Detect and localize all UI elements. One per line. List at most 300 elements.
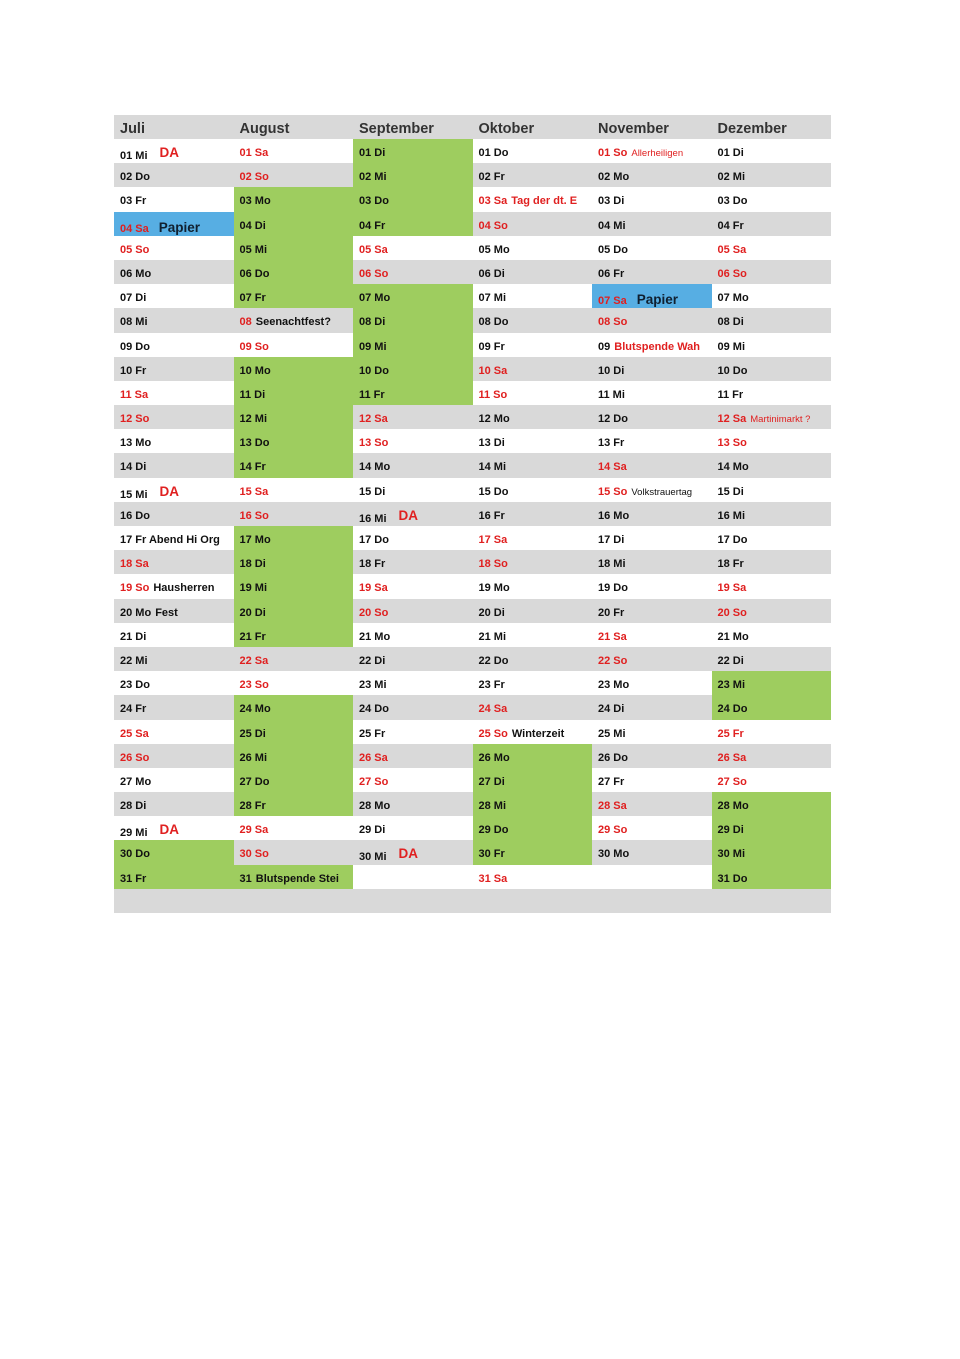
day-cell-august [234, 671, 354, 695]
day-label: 29 Mi [120, 827, 148, 840]
day-cell-dezember [712, 768, 832, 792]
day-label: 25 Fr [359, 727, 386, 740]
event-label: Seenachtfest? [255, 316, 331, 329]
day-cell-september [353, 623, 473, 647]
day-cell-oktober [473, 768, 593, 792]
day-label: 05 Mi [239, 243, 268, 256]
day-cell-juli [114, 768, 234, 792]
day-cell-september [353, 865, 473, 889]
day-label: 25 Sa [120, 727, 149, 740]
day-label: 10 Sa [478, 364, 508, 377]
day-cell-september [353, 574, 473, 598]
day-cell-oktober [473, 212, 593, 236]
day-cell-november [592, 623, 712, 647]
day-cell-september [353, 840, 473, 864]
day-cell-august [234, 526, 354, 550]
day-label: 01 So [598, 147, 628, 159]
day-label: 16 So [239, 509, 269, 522]
day-label: 25 So [478, 727, 508, 740]
day-label: 29 Sa [239, 824, 269, 837]
month-header-oktober: Oktober [478, 121, 535, 137]
day-label: 22 So [598, 654, 628, 667]
day-cell-november [592, 478, 712, 502]
day-label: 15 Mi [120, 488, 148, 501]
day-label: 23 Mi [717, 679, 746, 692]
day-cell-november [592, 526, 712, 550]
day-cell-september [353, 260, 473, 284]
day-cell-juli [114, 599, 234, 623]
day-label: 11 So [478, 388, 508, 401]
day-label: 09 Mi [717, 340, 746, 353]
day-cell-oktober [473, 599, 593, 623]
day-label: 16 Mi [717, 509, 746, 522]
day-cell-oktober [473, 381, 593, 405]
day-label: 30 Fr [478, 848, 505, 861]
day-label: 18 Di [239, 558, 266, 571]
day-label: 02 Mo [598, 171, 630, 184]
day-cell-dezember [712, 816, 832, 840]
day-label: 07 Fr [239, 292, 266, 305]
day-cell-september [353, 502, 473, 526]
day-cell-dezember [712, 284, 832, 308]
day-label: 10 Do [359, 364, 389, 377]
day-cell-oktober [473, 453, 593, 477]
calendar-row [114, 502, 831, 526]
day-cell-oktober [473, 744, 593, 768]
day-cell-september [353, 671, 473, 695]
day-cell-august [234, 647, 354, 671]
day-cell-juli [114, 357, 234, 381]
day-label: 24 Do [359, 703, 389, 716]
day-cell-august [234, 405, 354, 429]
day-cell-august [234, 816, 354, 840]
day-label: 04 So [478, 219, 508, 232]
day-cell-september [353, 333, 473, 357]
day-cell-juli [114, 139, 234, 163]
event-label: Papier [158, 219, 201, 235]
day-cell-dezember [712, 599, 832, 623]
day-cell-august [234, 139, 354, 163]
day-label: 22 Sa [239, 654, 269, 667]
calendar-row [114, 429, 831, 453]
calendar-row [114, 187, 831, 211]
day-label: 23 So [239, 679, 269, 692]
day-label: 02 Mi [359, 171, 387, 184]
day-label: 26 Do [598, 751, 628, 764]
day-cell-november [592, 212, 712, 236]
day-label: 02 Fr [478, 171, 505, 184]
day-cell-september [353, 720, 473, 744]
day-cell-november [592, 308, 712, 332]
day-cell-dezember [712, 502, 832, 526]
month-header-september: September [359, 121, 434, 137]
day-label: 28 Di [120, 800, 147, 813]
day-cell-juli [114, 744, 234, 768]
day-label: 08 [239, 316, 252, 329]
day-cell-dezember [712, 187, 832, 211]
calendar-row [114, 744, 831, 768]
day-cell-juli [114, 865, 234, 889]
day-label: 18 Fr [359, 558, 386, 571]
day-label: 17 Di [598, 534, 625, 546]
day-cell-juli [114, 453, 234, 477]
event-label: Winterzeit [511, 727, 565, 740]
day-label: 12 Mo [478, 413, 510, 426]
day-label: 09 So [239, 340, 269, 353]
day-cell-dezember [712, 574, 832, 598]
day-cell-september [353, 429, 473, 453]
day-cell-dezember [712, 744, 832, 768]
day-cell-juli [114, 284, 234, 308]
day-label: 08 Do [478, 316, 509, 329]
day-label: 29 So [598, 824, 628, 837]
day-label: 10 Mo [239, 364, 271, 377]
day-cell-oktober [473, 623, 593, 647]
day-label: 28 Mo [359, 800, 391, 813]
day-label: 08 Di [717, 316, 744, 329]
day-cell-september [353, 163, 473, 187]
day-cell-juli [114, 502, 234, 526]
day-cell-august [234, 308, 354, 332]
day-label: 15 Di [717, 485, 744, 498]
day-cell-november [592, 333, 712, 357]
day-cell-dezember [712, 139, 832, 163]
day-cell-august [234, 284, 354, 308]
day-label: 28 Mi [478, 800, 507, 813]
day-label: 22 Di [717, 654, 744, 667]
day-label: 06 Do [239, 267, 270, 280]
day-cell-august [234, 840, 354, 864]
day-cell-dezember [712, 236, 832, 260]
day-label: 10 Di [598, 364, 625, 377]
footer-cell [234, 889, 354, 913]
day-cell-september [353, 284, 473, 308]
day-label: 22 Do [478, 654, 509, 667]
day-cell-november [592, 792, 712, 816]
day-cell-juli [114, 647, 234, 671]
day-label: 12 Do [598, 413, 628, 426]
day-label: 30 Mo [598, 848, 630, 861]
day-cell-dezember [712, 453, 832, 477]
calendar-row [114, 720, 831, 744]
day-cell-dezember [712, 405, 832, 429]
day-cell-november [592, 671, 712, 695]
day-cell-dezember [712, 840, 832, 864]
day-label: 27 Do [239, 775, 270, 788]
day-label: 06 Fr [598, 267, 625, 280]
da-marker: DA [159, 145, 180, 160]
day-cell-november [592, 405, 712, 429]
calendar-row [114, 865, 831, 889]
day-cell-dezember [712, 623, 832, 647]
calendar-row [114, 550, 831, 574]
day-label: 19 Mi [239, 582, 268, 595]
day-label: 04 Mi [598, 219, 626, 232]
day-label: 17 Do [717, 534, 748, 546]
da-marker: DA [398, 846, 419, 862]
day-cell-november [592, 695, 712, 719]
day-cell-oktober [473, 163, 593, 187]
day-label: 13 So [359, 437, 389, 450]
month-header-row [114, 115, 831, 139]
day-label: 01 Mi [120, 150, 148, 162]
day-cell-august [234, 599, 354, 623]
day-cell-august [234, 720, 354, 744]
day-cell-august [234, 865, 354, 889]
day-cell-juli [114, 623, 234, 647]
day-cell-dezember [712, 429, 832, 453]
day-cell-dezember [712, 647, 832, 671]
day-cell-oktober [473, 647, 593, 671]
day-label: 19 Mo [478, 582, 510, 595]
day-cell-august [234, 744, 354, 768]
day-label: 28 Mo [717, 800, 749, 813]
day-label: 31 Sa [478, 872, 508, 885]
day-cell-august [234, 502, 354, 526]
day-cell-september [353, 599, 473, 623]
day-label: 25 Mi [598, 727, 626, 740]
day-label: 03 Sa [478, 195, 508, 208]
day-label: 23 Mi [359, 679, 387, 692]
day-cell-august [234, 357, 354, 381]
day-label: 28 Fr [239, 800, 266, 813]
day-label: 31 Fr [120, 872, 147, 885]
day-cell-oktober [473, 671, 593, 695]
day-cell-september [353, 357, 473, 381]
day-cell-dezember [712, 308, 832, 332]
day-cell-oktober [473, 139, 593, 163]
day-label: 29 Di [717, 824, 744, 837]
day-label: 22 Mi [120, 654, 148, 667]
calendar-row [114, 647, 831, 671]
day-cell-dezember [712, 333, 832, 357]
calendar-row [114, 768, 831, 792]
calendar-row [114, 163, 831, 187]
day-label: 19 Do [598, 582, 628, 595]
day-label: 21 Mi [478, 630, 507, 643]
calendar-body [114, 139, 831, 889]
day-label: 25 Fr [717, 727, 744, 740]
day-label: 24 Mo [239, 703, 271, 716]
day-cell-november [592, 865, 712, 889]
day-label: 23 Mo [598, 679, 630, 692]
day-cell-oktober [473, 429, 593, 453]
calendar-row [114, 695, 831, 719]
day-cell-september [353, 308, 473, 332]
day-cell-november [592, 284, 712, 308]
day-cell-november [592, 816, 712, 840]
day-label: 25 Di [239, 727, 266, 740]
day-cell-november [592, 429, 712, 453]
month-header-juli: Juli [120, 121, 145, 137]
day-label: 07 Mo [359, 292, 391, 305]
day-label: 16 Mi [359, 512, 387, 525]
day-cell-november [592, 139, 712, 163]
da-marker: DA [398, 507, 419, 523]
event-label: Hausherren [153, 582, 215, 595]
day-cell-dezember [712, 792, 832, 816]
day-label: 06 Mo [120, 267, 152, 280]
day-cell-dezember [712, 671, 832, 695]
day-label: 05 Do [598, 243, 628, 256]
event-label: Blutspende Stei [255, 872, 339, 885]
day-label: 17 Fr Abend Hi Org [120, 534, 220, 546]
day-label: 11 Mi [598, 388, 625, 401]
calendar-row [114, 623, 831, 647]
day-label: 15 Do [478, 485, 509, 498]
day-cell-dezember [712, 865, 832, 889]
footer-cell [712, 889, 832, 913]
footer-cell [353, 889, 473, 913]
day-cell-dezember [712, 478, 832, 502]
day-cell-august [234, 453, 354, 477]
day-label: 12 Sa [359, 413, 388, 426]
day-label: 09 Do [120, 340, 150, 353]
calendar-row [114, 308, 831, 332]
day-label: 16 Mo [598, 509, 630, 522]
calendar-row [114, 574, 831, 598]
day-label: 30 Do [120, 848, 150, 861]
calendar-row [114, 671, 831, 695]
day-label: 30 Mi [359, 851, 387, 864]
day-label: 27 Di [478, 775, 505, 788]
calendar-row [114, 284, 831, 308]
day-cell-november [592, 550, 712, 574]
day-cell-august [234, 695, 354, 719]
day-cell-august [234, 429, 354, 453]
day-label: 21 Sa [598, 630, 627, 643]
day-cell-september [353, 695, 473, 719]
day-label: 20 So [359, 606, 389, 619]
day-cell-november [592, 502, 712, 526]
day-cell-august [234, 187, 354, 211]
day-cell-oktober [473, 357, 593, 381]
day-cell-oktober [473, 695, 593, 719]
day-cell-juli [114, 163, 234, 187]
day-cell-august [234, 260, 354, 284]
day-label: 11 Sa [120, 388, 149, 401]
day-cell-juli [114, 212, 234, 236]
day-label: 02 Do [120, 171, 150, 184]
calendar-row [114, 840, 831, 864]
day-label: 13 Di [478, 437, 505, 450]
day-label: 21 Mo [359, 630, 391, 643]
day-label: 14 Mo [359, 461, 391, 474]
month-header-november: November [598, 121, 669, 137]
da-marker: DA [159, 483, 180, 499]
day-cell-november [592, 236, 712, 260]
day-cell-juli [114, 526, 234, 550]
day-cell-juli [114, 308, 234, 332]
calendar-row [114, 212, 831, 236]
day-label: 19 Sa [717, 582, 747, 595]
day-label: 18 Fr [717, 558, 744, 571]
day-cell-september [353, 550, 473, 574]
footer-cell [592, 889, 712, 913]
day-cell-september [353, 526, 473, 550]
day-label: 27 Mo [120, 775, 152, 788]
day-label: 11 Di [239, 388, 266, 401]
day-label: 20 Fr [598, 606, 625, 619]
day-label: 03 Do [359, 195, 389, 208]
day-label: 23 Fr [478, 679, 505, 692]
day-cell-september [353, 768, 473, 792]
day-label: 08 So [598, 316, 628, 329]
day-cell-august [234, 236, 354, 260]
day-label: 24 Fr [120, 703, 147, 716]
day-label: 19 So [120, 582, 150, 595]
event-label: Martinimarkt ? [750, 414, 811, 426]
day-label: 02 So [239, 171, 269, 184]
day-cell-dezember [712, 550, 832, 574]
day-cell-dezember [712, 381, 832, 405]
day-label: 01 Do [478, 147, 509, 159]
day-cell-august [234, 381, 354, 405]
day-label: 17 Mo [239, 534, 271, 546]
day-cell-september [353, 453, 473, 477]
day-label: 01 Sa [239, 147, 269, 159]
day-cell-august [234, 792, 354, 816]
day-label: 06 So [717, 267, 747, 280]
day-label: 20 Mo [120, 606, 152, 619]
day-label: 17 Sa [478, 534, 508, 546]
calendar-row [114, 236, 831, 260]
day-cell-juli [114, 550, 234, 574]
calendar-footer-row [114, 889, 831, 913]
day-label: 15 So [598, 485, 628, 498]
day-cell-november [592, 647, 712, 671]
day-label: 15 Sa [239, 485, 269, 498]
day-label: 30 Mi [717, 848, 746, 861]
day-cell-dezember [712, 260, 832, 284]
day-label: 05 Mo [478, 243, 510, 256]
day-label: 01 Di [717, 147, 744, 159]
day-cell-september [353, 816, 473, 840]
day-label: 26 Mi [239, 751, 268, 764]
day-label: 07 Mi [478, 292, 507, 305]
day-cell-dezember [712, 163, 832, 187]
day-cell-juli [114, 792, 234, 816]
event-label: Allerheiligen [631, 148, 684, 159]
day-cell-august [234, 550, 354, 574]
day-cell-november [592, 163, 712, 187]
day-label: 13 Do [239, 437, 270, 450]
day-cell-juli [114, 816, 234, 840]
day-label: 16 Do [120, 509, 150, 522]
day-cell-juli [114, 574, 234, 598]
day-label: 23 Do [120, 679, 150, 692]
day-cell-oktober [473, 865, 593, 889]
day-label: 31 [239, 872, 252, 885]
event-label: Papier [636, 292, 679, 308]
day-cell-august [234, 623, 354, 647]
day-cell-november [592, 381, 712, 405]
day-cell-september [353, 478, 473, 502]
day-label: 27 So [359, 775, 389, 788]
day-cell-oktober [473, 550, 593, 574]
day-label: 04 Di [239, 219, 266, 232]
calendar-row [114, 453, 831, 477]
calendar-row [114, 816, 831, 840]
day-label: 14 Mo [717, 461, 749, 474]
day-label: 26 Sa [359, 751, 388, 764]
day-cell-oktober [473, 284, 593, 308]
day-label: 13 So [717, 437, 747, 450]
day-label: 24 Di [598, 703, 625, 716]
day-cell-oktober [473, 502, 593, 526]
day-label: 06 Di [478, 267, 505, 280]
day-cell-august [234, 574, 354, 598]
